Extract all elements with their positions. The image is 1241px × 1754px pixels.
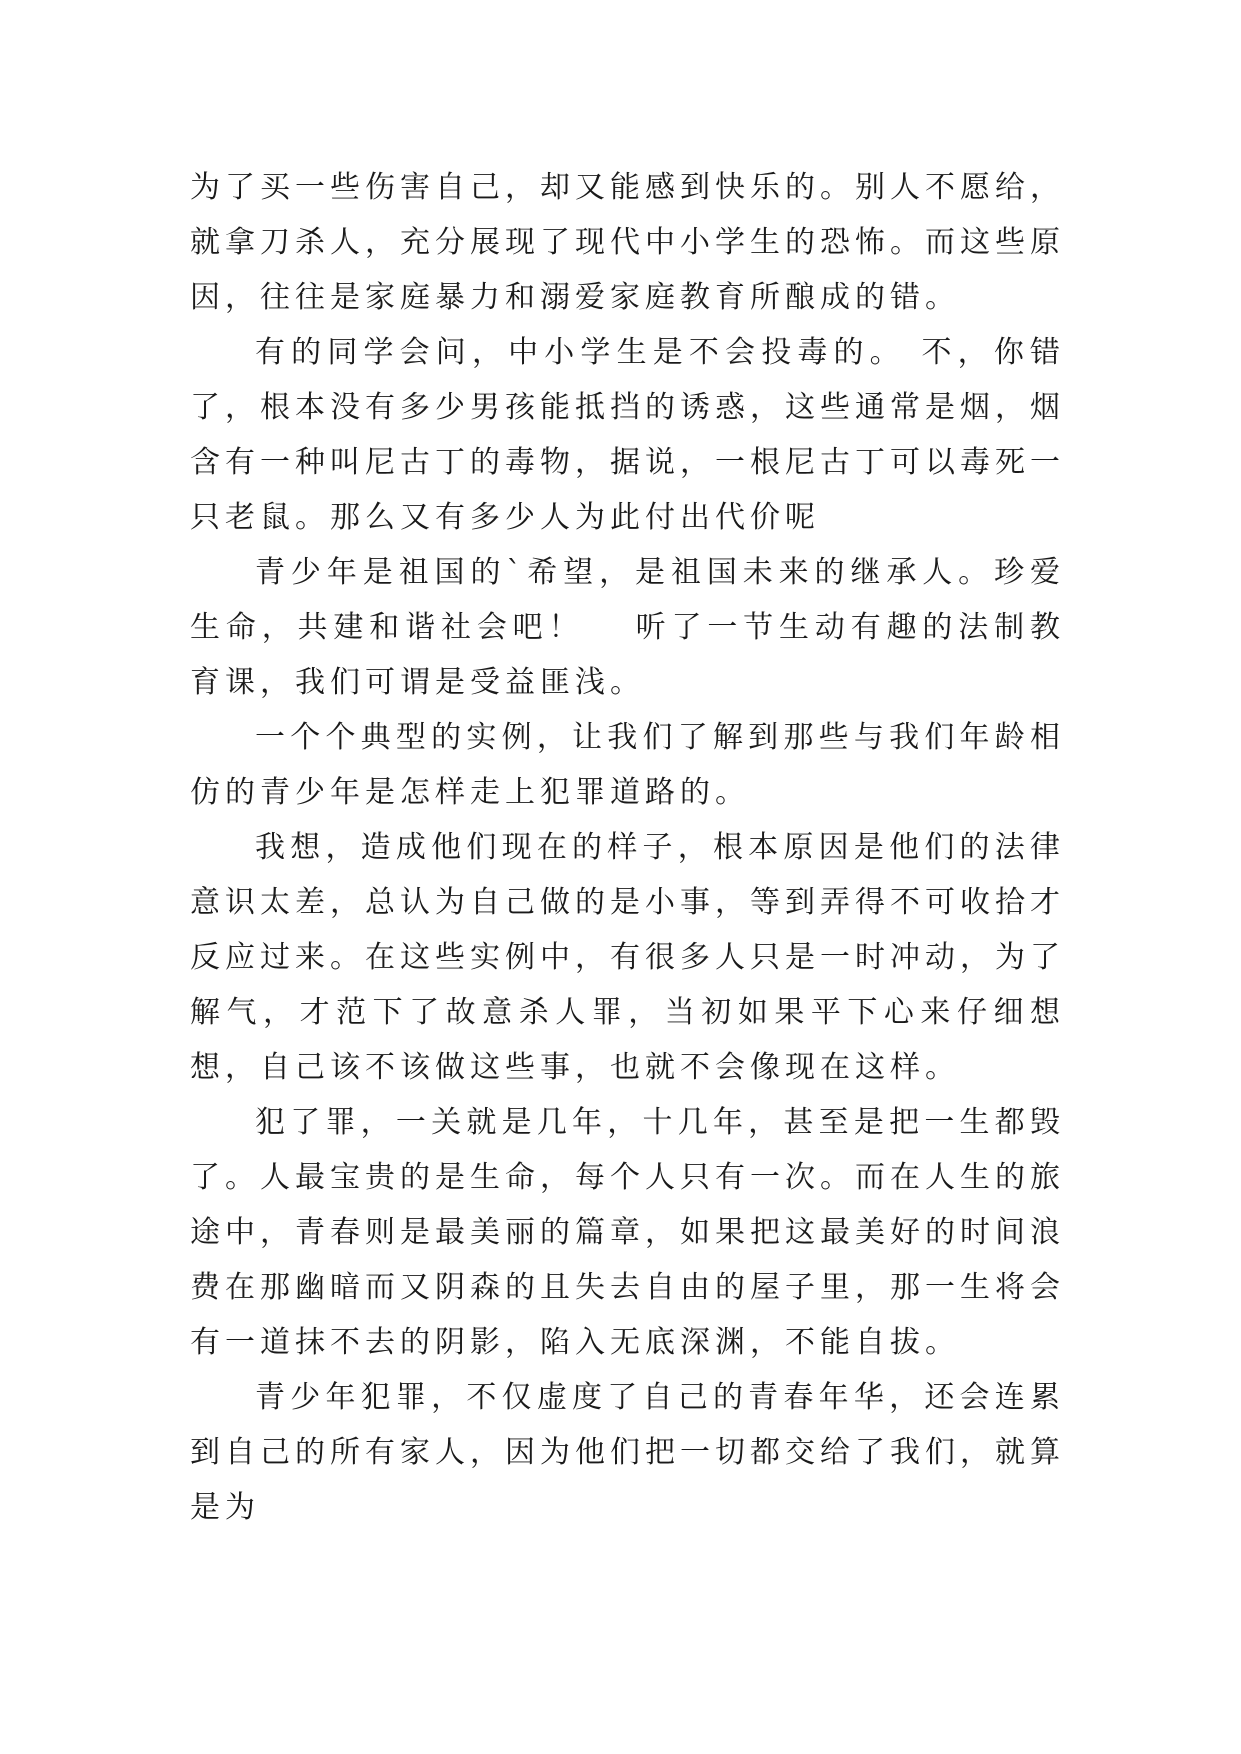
paragraph-3: 青少年是祖国的`希望，是祖国未来的继承人。珍爱生命，共建和谐社会吧！ 听了一节生动有趣的法制教育课，我们可谓是受益匪浅。 [190,555,1065,700]
document-body [190,160,1065,1535]
paragraph-1: 为了买一些伤害自己，却又能感到快乐的。别人不愿给，就拿刀杀人，充分展现了现代中小学生的恐怖。而这些原因，往往是家庭暴力和溺爱家庭教育所酿成的错。 [190,170,1065,315]
paragraph-4: 一个个典型的实例，让我们了解到那些与我们年龄相仿的青少年是怎样走上犯罪道路的。 [190,720,1065,810]
paragraph-6: 犯了罪，一关就是几年，十几年，甚至是把一生都毁了。人最宝贵的是生命，每个人只有一次。而在人生的旅途中，青春则是最美丽的篇章，如果把这最美好的时间浪费在那幽暗而又阴森的且失去自由的屋子里，那一生将会有一道抹不去的阴影，陷入无底深渊，不能自拔。 [190,1105,1065,1360]
paragraph-2: 有的同学会问，中小学生是不会投毒的。 不，你错了，根本没有多少男孩能抵挡的诱惑，这些通常是烟，烟含有一种叫尼古丁的毒物，据说，一根尼古丁可以毒死一只老鼠。那么又有多少人为此付出代价呢 [190,335,1065,535]
paragraph-7: 青少年犯罪，不仅虚度了自己的青春年华，还会连累到自己的所有家人，因为他们把一切都交给了我们，就算是为 [190,1380,1065,1525]
paragraph-5: 我想，造成他们现在的样子，根本原因是他们的法律意识太差，总认为自己做的是小事，等到弄得不可收拾才反应过来。在这些实例中，有很多人只是一时冲动，为了解气，才范下了故意杀人罪，当初如果平下心来仔细想想，自己该不该做这些事，也就不会像现在这样。 [190,830,1065,1085]
